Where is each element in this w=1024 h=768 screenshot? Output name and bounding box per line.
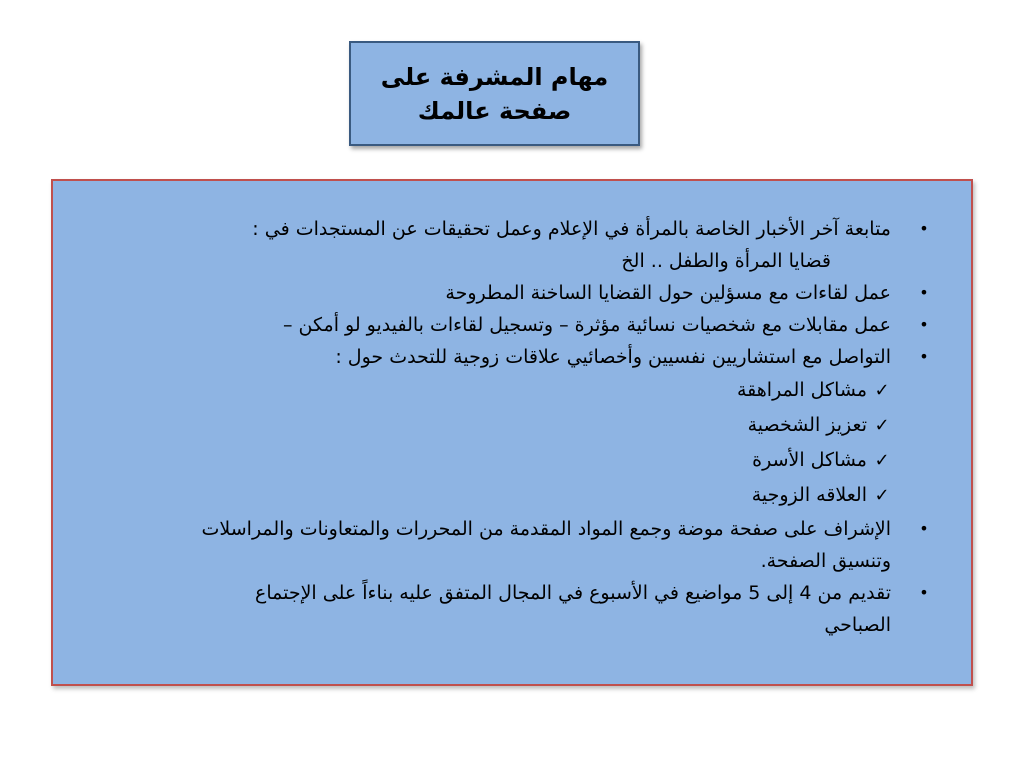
bullet-text: تقديم من 4 إلى 5 مواضيع في الأسبوع في المجال المتفق عليه بناءاً على الإجتماع [255,582,891,604]
checkmark-icon: ✓ [874,380,890,401]
check-item [79,443,941,478]
bullet-text: عمل لقاءات مع مسؤلين حول القضايا الساخنة المطروحة [445,282,891,304]
check-item-text: مشاكل الأسرة [752,449,867,471]
check-item [79,373,941,408]
bullet-icon: • [919,583,929,602]
bullet-icon: • [919,347,929,366]
title-line-2: صفحة عالمك [417,96,572,125]
bullet-continuation: وتنسيق الصفحة. [760,550,891,572]
check-item-text: مشاكل المراهقة [736,379,867,401]
bullet-icon: • [919,283,929,302]
check-item [79,478,941,513]
bullet-text: عمل مقابلات مع شخصيات نسائية مؤثرة – وتسجيل لقاءات بالفيديو لو أمكن – [283,314,891,336]
content-box [51,179,973,686]
bullet-continuation: الصباحي [824,614,891,636]
bullet-icon: • [919,519,929,538]
bullet-item [79,577,941,641]
bullet-list [79,213,941,373]
bullet-text: التواصل مع استشاريين نفسيين وأخصائيي علاقات زوجية للتحدث حول : [335,346,891,368]
bullet-item [79,213,941,277]
checkmark-icon: ✓ [874,415,890,436]
check-item-text: تعزيز الشخصية [747,414,867,436]
check-item-text: العلاقه الزوجية [751,484,867,506]
bullet-continuation: قضايا المرأة والطفل .. الخ [621,250,831,272]
title-line-1: مهام المشرفة على [380,62,609,91]
bullet-icon: • [919,219,929,238]
bullet-list [79,513,941,641]
checkmark-icon: ✓ [874,485,890,506]
bullet-icon: • [919,315,929,334]
bullet-item [79,341,941,373]
bullet-item [79,309,941,341]
title-box [349,41,640,146]
bullet-text: متابعة آخر الأخبار الخاصة بالمرأة في الإعلام وعمل تحقيقات عن المستجدات في : [252,218,891,240]
checkmark-icon: ✓ [874,450,890,471]
check-list [79,373,941,513]
bullet-item [79,513,941,577]
bullet-text: الإشراف على صفحة موضة وجمع المواد المقدمة من المحررات والمتعاونات والمراسلات [201,518,891,540]
bullet-item [79,277,941,309]
check-item [79,408,941,443]
